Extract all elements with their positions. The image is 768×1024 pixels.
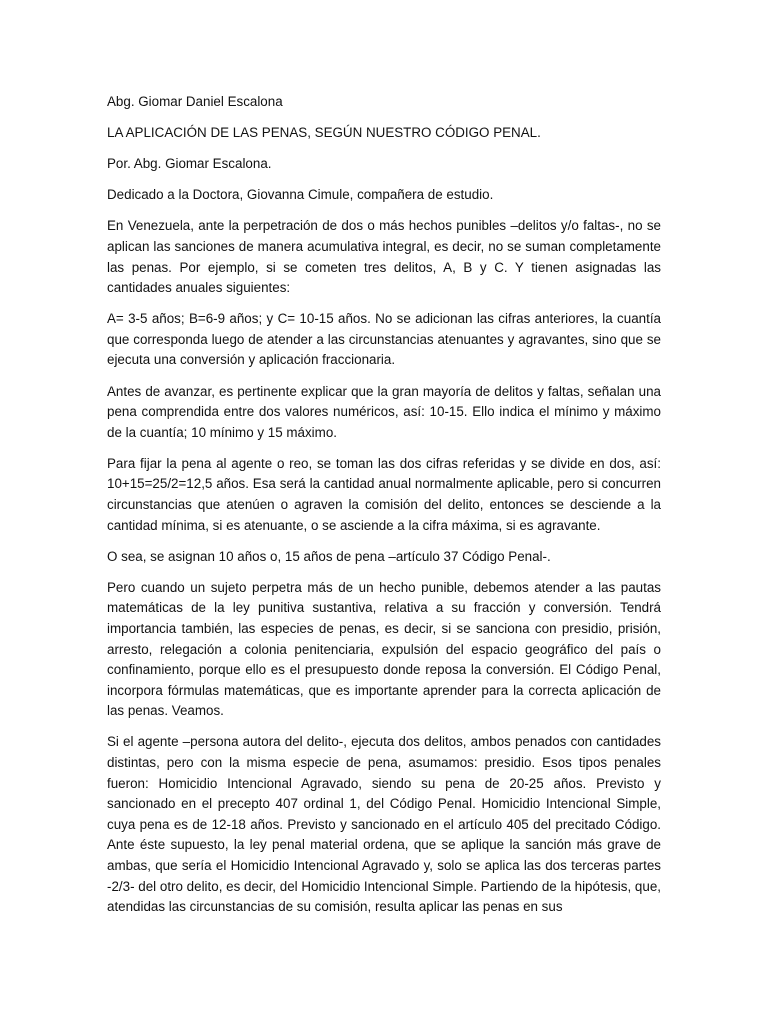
- author-line: Abg. Giomar Daniel Escalona: [107, 94, 283, 109]
- dedication: Dedicado a la Doctora, Giovanna Cimule, compañera de estudio.: [107, 187, 494, 203]
- document-title: LA APLICACIÓN DE LAS PENAS, SEGÚN NUESTRO CÓDIGO PENAL.: [107, 125, 541, 141]
- byline: Por. Abg. Giomar Escalona.: [107, 156, 272, 172]
- paragraph-calculation: Para fijar la pena al agente o reo, se toman las dos cifras referidas y se divide en dos, así: 10+15=25/2=12,5 años. Esa será la cantidad anual normalmente aplicable, pero si concurren circunstancias que atenúen o agraven la comisión del delito, entonces se desciende a la cantidad mínima, si es atenuante, o se asciende a la cifra máxima, si es agravante.: [107, 455, 661, 533]
- paragraph-conversion: Pero cuando un sujeto perpetra más de un hecho punible, debemos atender a las pautas matemáticas de la ley punitiva sustantiva, relativa a su fracción y conversión. Tendrá importancia también, las especies de penas, es decir, si se sanciona con presidio, prisión, arresto, relegación a colonia penitenciaria, expulsión del espacio geográfico del país o confinamiento, porque ello es el presupuesto donde reposa la conversión. El Código Penal, incorpora fórmulas matemáticas, que es importante aprender para la correcta aplicación de las penas. Veamos.: [107, 579, 661, 719]
- paragraph-homicide-example: Si el agente –persona autora del delito-, ejecuta dos delitos, ambos penados con cantidades distintas, pero con la misma especie de pena, asumamos: presidio. Esos tipos penales fueron: Homicidio Intencional Agravado, siendo su pena de 20-25 años. Previsto y sancionado en el precepto 407 ordinal 1, del Código Penal. Homicidio Intencional Simple, cuya pena es de 12-18 años. Previsto y sancionado en el artículo 405 del precitado Código. Ante éste supuesto, la ley penal material ordena, que se aplique la sanción más grave de ambas, que sería el Homicidio Intencional Agravado y, solo se aplica las dos terceras partes -2/3- del otro delito, es decir, del Homicidio Intencional Simple. Partiendo de la hipótesis, que, atendidas las circunstancias de su comisión, resulta aplicar las penas en sus: [107, 734, 661, 915]
- paragraph-intro: En Venezuela, ante la perpetración de dos o más hechos punibles –delitos y/o faltas-, no se aplican las sanciones de manera acumulativa integral, es decir, no se suman completamente las penas. Por ejemplo, si se cometen tres delitos, A, B y C. Y tienen asignadas las cantidades anuales siguientes:: [107, 218, 661, 296]
- paragraph-example: A= 3-5 años; B=6-9 años; y C= 10-15 años. No se adicionan las cifras anteriores, la cuantía que corresponda luego de atender a las circunstancias atenuantes y agravantes, sino que se ejecuta una conversión y aplicación fraccionaria.: [107, 311, 661, 368]
- paragraph-range: Antes de avanzar, es pertinente explicar que la gran mayoría de delitos y faltas, señalan una pena comprendida entre dos valores numéricos, así: 10-15. Ello indica el mínimo y máximo de la cuantía; 10 mínimo y 15 máximo.: [107, 383, 661, 440]
- paragraph-article-37: O sea, se asignan 10 años o, 15 años de pena –artículo 37 Código Penal-.: [107, 548, 551, 564]
